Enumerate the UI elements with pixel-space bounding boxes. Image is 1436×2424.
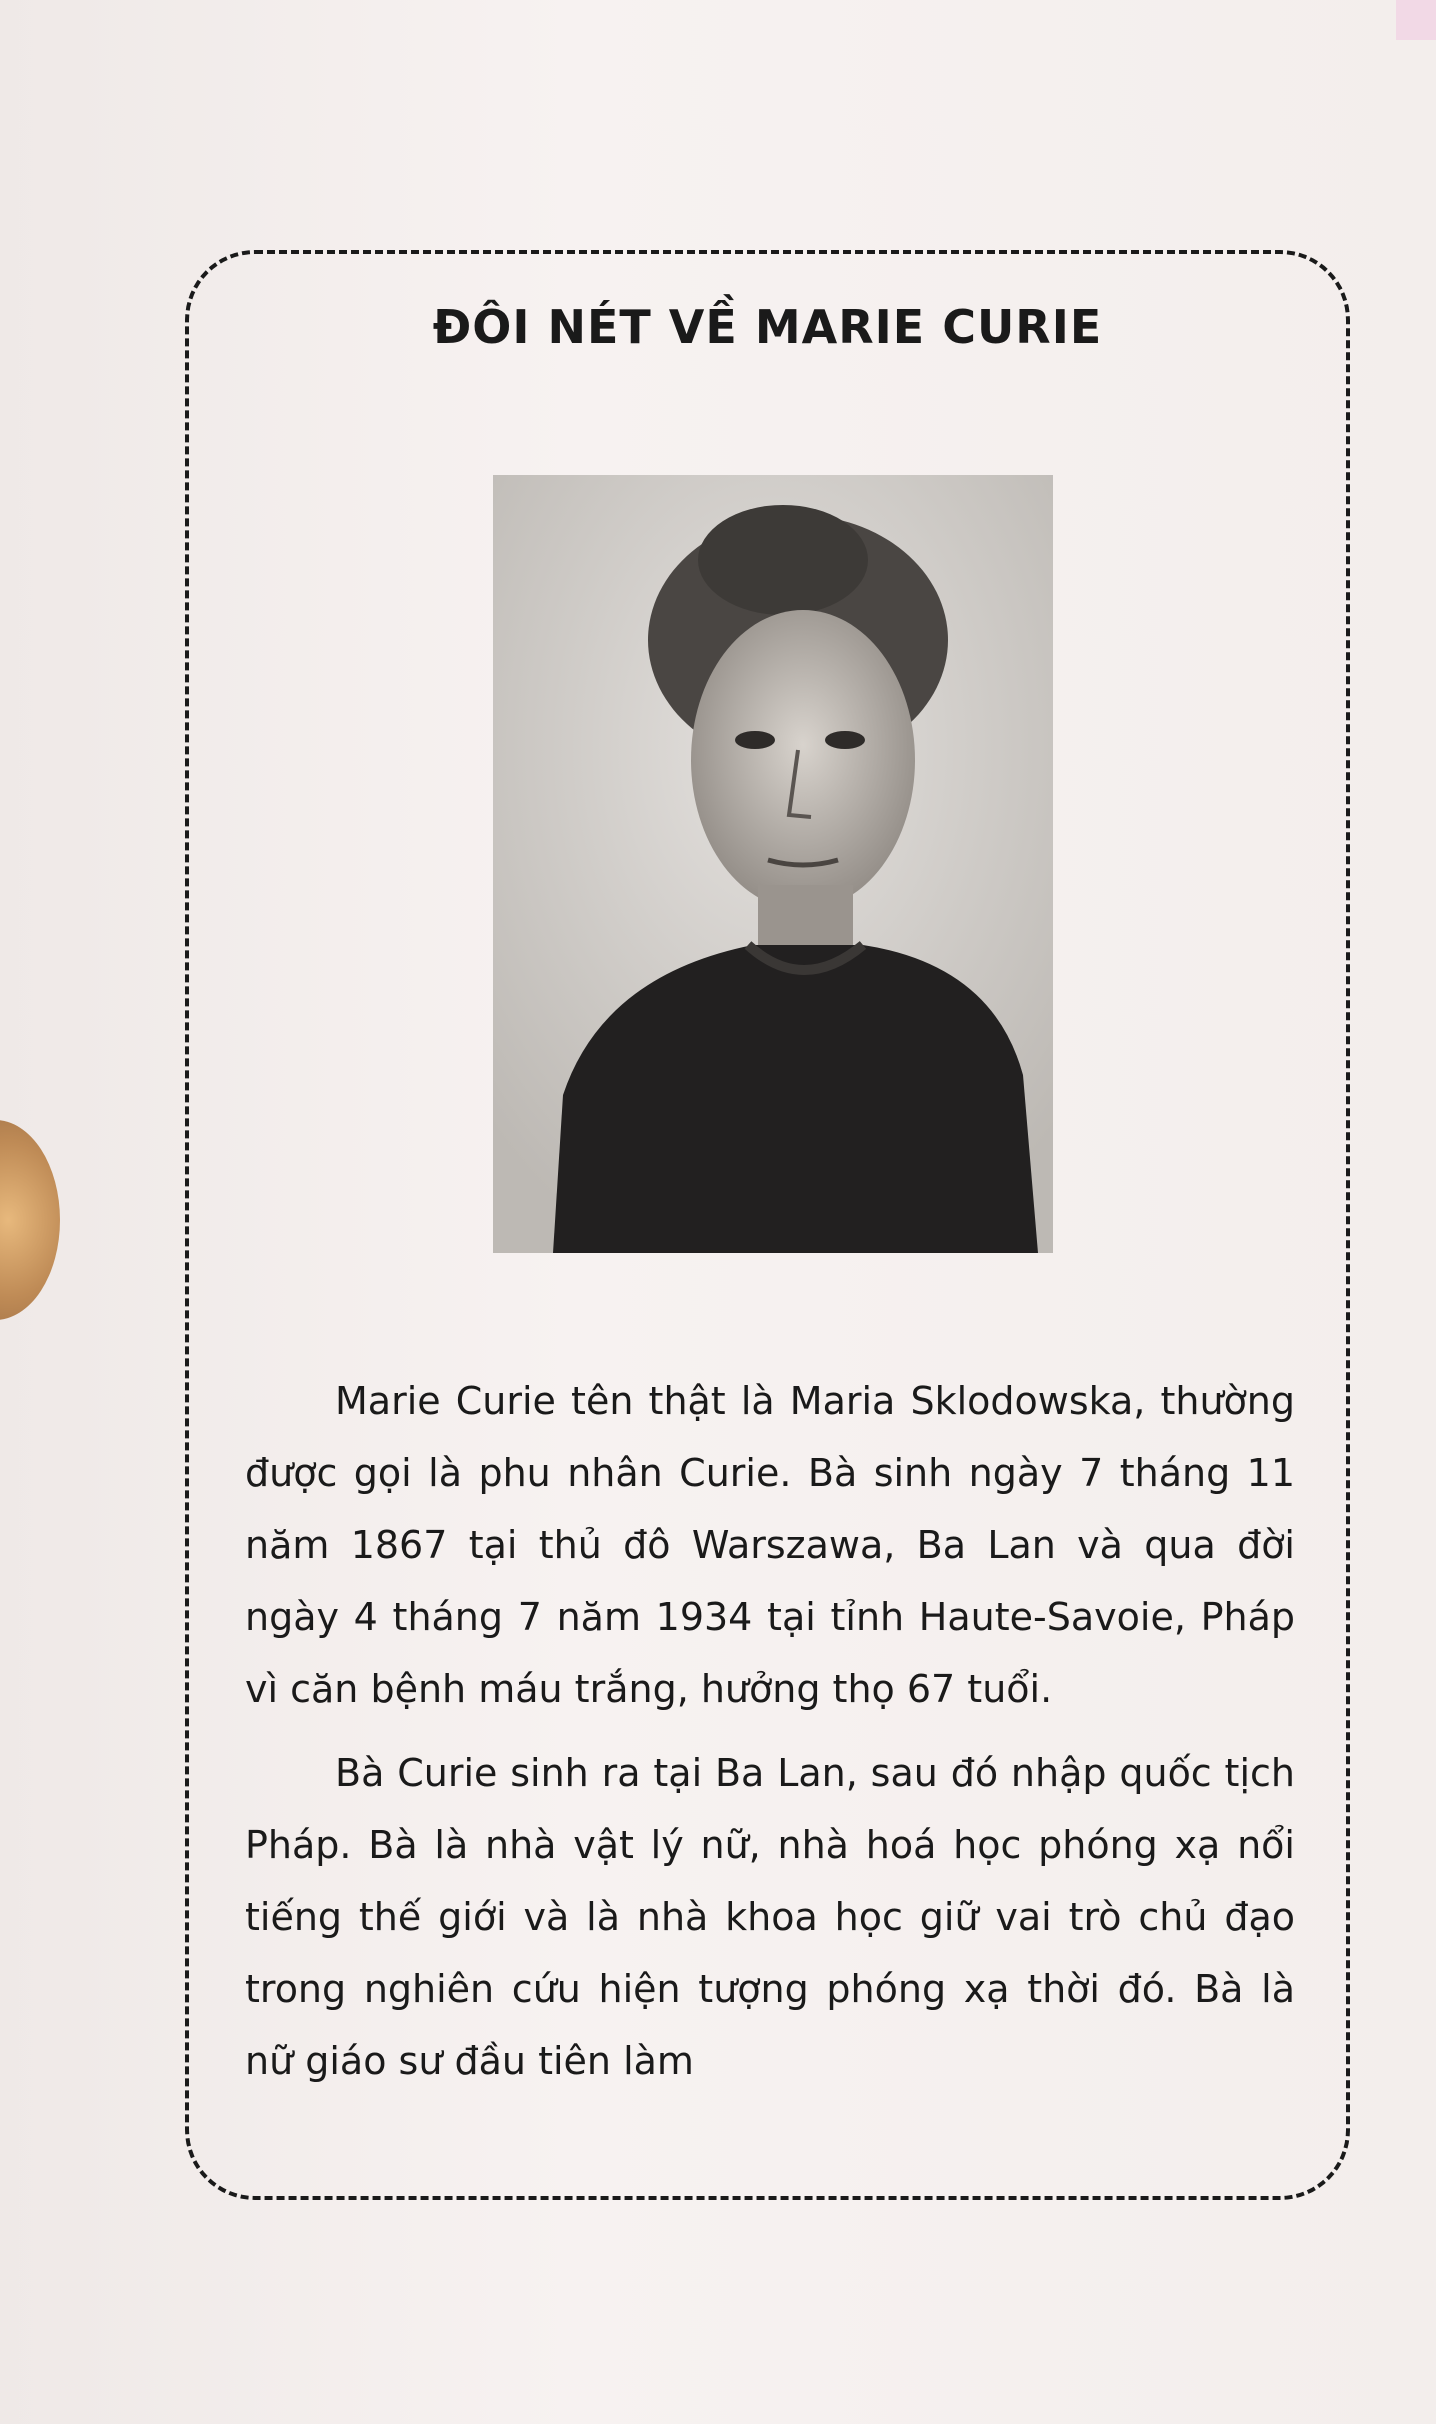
paragraph-1: Marie Curie tên thật là Maria Sklodowska, thường được gọi là phu nhân Curie. Bà sinh ngày 7 tháng 11 năm 1867 tại thủ đô Warszawa, Ba Lan và qua đời ngày 4 tháng 7 năm 1934 tại tỉnh Haute-Savoie, Pháp vì căn bệnh máu trắng, hưởng thọ 67 tuổi. [245,1379,1295,1711]
portrait-photo [493,475,1053,1253]
section-title: ĐÔI NÉT VỀ MARIE CURIE [432,300,1103,354]
paragraph-2: Bà Curie sinh ra tại Ba Lan, sau đó nhập quốc tịch Pháp. Bà là nhà vật lý nữ, nhà hoá học phóng xạ nổi tiếng thế giới và là nhà khoa học giữ vai trò chủ đạo trong nghiên cứu hiện tượng phóng xạ thời đó. Bà là nữ giáo sư đầu tiên làm [245,1751,1295,2083]
page-corner-tab [1396,0,1436,40]
biography-text [245,1365,1295,2109]
portrait-illustration [493,475,1053,1253]
